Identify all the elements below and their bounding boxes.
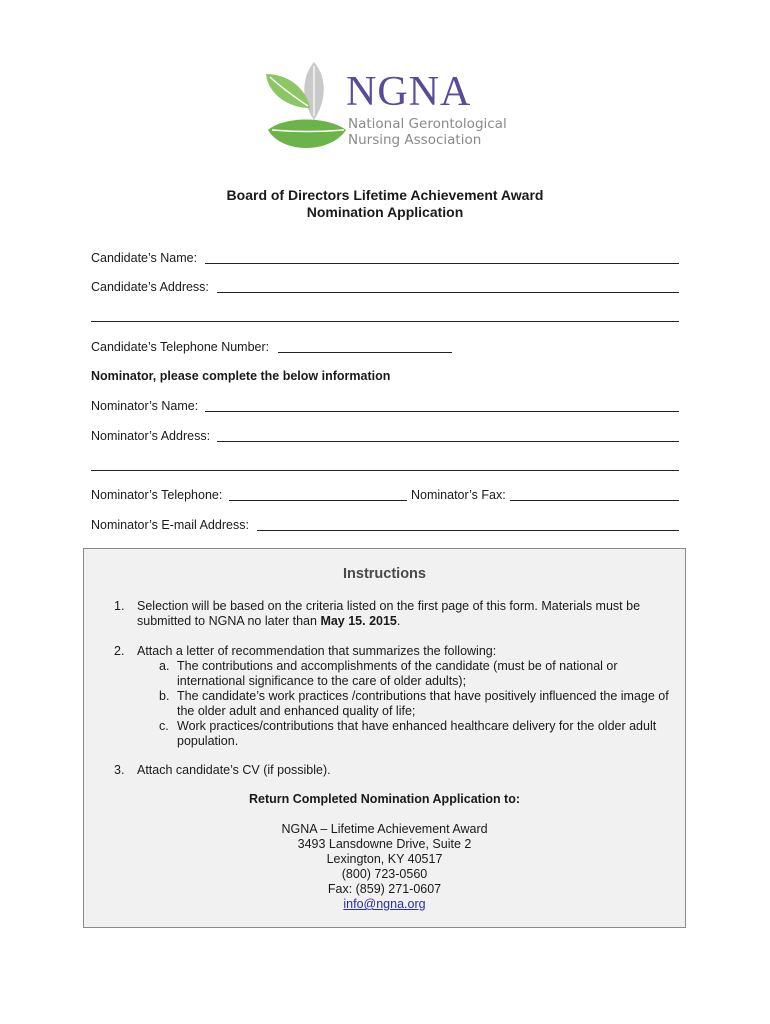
document-title: Board of Directors Lifetime Achievement Award xyxy=(226,187,544,203)
candidate-address-field[interactable] xyxy=(217,292,679,293)
return-fax: Fax: (859) 271-0607 xyxy=(327,882,442,896)
instruction-1-line1: Selection will be based on the criteria listed on the first page of this form. Materials must be xyxy=(137,599,641,613)
candidate-telephone-label: Candidate’s Telephone Number: xyxy=(91,340,270,354)
candidate-name-field[interactable] xyxy=(205,263,679,264)
nominator-telephone-label: Nominator’s Telephone: xyxy=(91,488,223,502)
document-subtitle: Nomination Application xyxy=(306,204,464,220)
instructions-box: Instructions 1. Selection will be based on the criteria listed on the first page of this form. Materials must be submitted to NGNA no later than May 15. 2015. 2. Attach a letter of recommendation that summarizes the following: a. The contributions and accomplishments of the candidate (must be of national or international significance to the care of older adults); b. The candidate’s work practices /contributions that have positively influenced the image of the older adult and enhanced quality of life; c. Work practices/contributions that have enhanced healthcare delivery for the older adult population. 3. Attach candidate’s CV (if possible). Return Completed Nomination Application to: NGNA – Lifetime Achievement Award 3493 Lansdowne Drive, Suite 2 Lexington, KY 40517 (800) 723-0560 Fax: (859) 271-0607 info@ngna.org xyxy=(83,548,686,928)
nominator-name-field[interactable] xyxy=(205,411,679,412)
return-title: Return Completed Nomination Application to: xyxy=(248,792,521,806)
nominator-telephone-field[interactable] xyxy=(229,500,407,501)
ngna-logo xyxy=(262,58,512,158)
instruction-1-line2: submitted to NGNA no later than May 15. 2015. xyxy=(137,614,401,628)
nominator-address-label: Nominator’s Address: xyxy=(91,429,211,443)
return-address-line3: Lexington, KY 40517 xyxy=(326,852,443,866)
instruction-2-intro: Attach a letter of recommendation that summarizes the following: xyxy=(137,644,497,658)
nominator-email-label: Nominator’s E-mail Address: xyxy=(91,518,249,532)
return-address-line1: NGNA – Lifetime Achievement Award xyxy=(281,822,488,836)
candidate-telephone-field[interactable] xyxy=(278,352,452,353)
candidate-address-label: Candidate’s Address: xyxy=(91,280,209,294)
logo-acronym: NGNA xyxy=(346,69,472,115)
deadline-date: May 15. 2015 xyxy=(320,614,397,628)
nominator-email-field[interactable] xyxy=(257,530,679,531)
candidate-address-field-line2[interactable] xyxy=(91,321,679,322)
nominator-address-field-line2[interactable] xyxy=(91,470,679,471)
instruction-3-text: Attach candidate’s CV (if possible). xyxy=(137,763,331,777)
instructions-title: Instructions xyxy=(343,566,426,582)
nominator-name-label: Nominator’s Name: xyxy=(91,399,199,413)
nominator-fax-label: Nominator’s Fax: xyxy=(411,488,506,502)
return-phone: (800) 723-0560 xyxy=(341,867,428,881)
instruction-2-number: 2. xyxy=(114,644,125,658)
instruction-1-number: 1. xyxy=(114,599,125,613)
logo-name-line1: National Gerontological xyxy=(348,116,507,132)
nominator-section-heading: Nominator, please complete the below information xyxy=(91,369,391,383)
instruction-3-number: 3. xyxy=(114,763,125,777)
leaves-logo-icon xyxy=(262,58,348,154)
logo-name-line2: Nursing Association xyxy=(348,132,482,148)
nominator-address-field[interactable] xyxy=(217,441,679,442)
return-email-link[interactable]: info@ngna.org xyxy=(343,897,426,911)
candidate-name-label: Candidate’s Name: xyxy=(91,251,198,265)
return-address-line2: 3493 Lansdowne Drive, Suite 2 xyxy=(297,837,472,851)
nominator-fax-field[interactable] xyxy=(510,500,679,501)
